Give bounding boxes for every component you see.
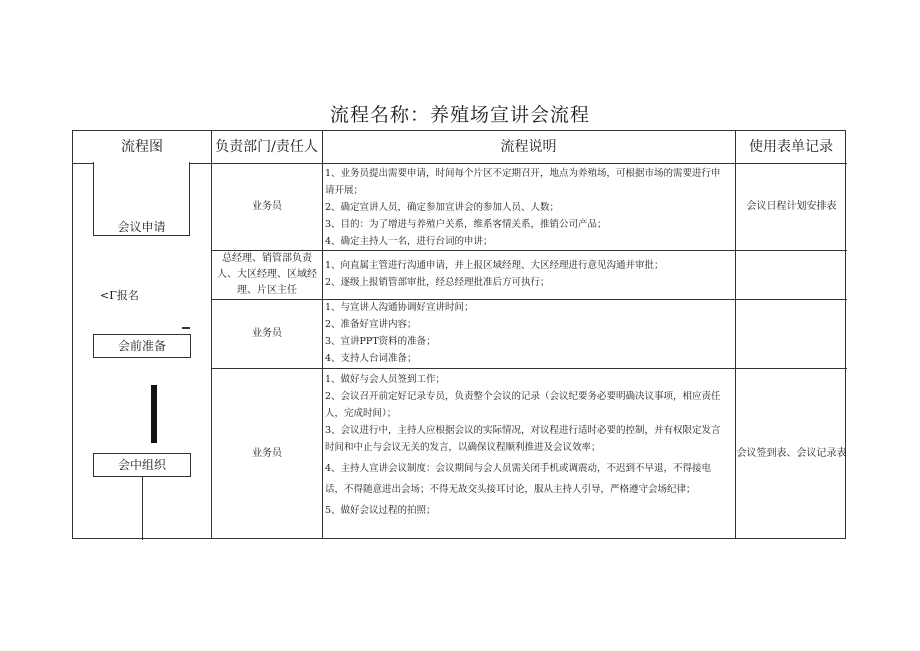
flow-step-report: <Γ报名 bbox=[100, 289, 139, 302]
header-dept: 负责部门/责任人 bbox=[215, 139, 318, 155]
desc-line: 1、与宣讲人沟通协调好宣讲时间； bbox=[325, 302, 474, 313]
flow-tick bbox=[182, 327, 190, 329]
row3-desc bbox=[325, 299, 733, 367]
process-table bbox=[72, 130, 846, 539]
row4-dept: 业务员 bbox=[252, 448, 282, 459]
flow-step-apply bbox=[93, 162, 190, 236]
desc-line: 1、业务员提出需要申请，时间每个片区不定期召开，地点为养殖场，可根据市场的需要进行申 bbox=[325, 168, 721, 179]
flow-step-organize: 会中组织 bbox=[93, 453, 191, 477]
desc-line: 3、会议进行中，主持人应根据会议的实际情况，对议程进行适时必要的控制，并有权限定发言 bbox=[325, 425, 721, 436]
desc-line: 2、逐级上报销管部审批，经总经理批准后方可执行； bbox=[325, 277, 550, 288]
desc-line: 1、做好与会人员签到工作； bbox=[325, 374, 446, 385]
row4-desc bbox=[325, 371, 733, 519]
desc-line: 时间和中止与会议无关的发言，以确保议程顺利推进及会议效率； bbox=[325, 442, 601, 453]
flow-step-apply-label: 会议申请 bbox=[117, 220, 166, 234]
desc-line: 2、确定宣讲人员，确定参加宣讲会的参加人员、人数； bbox=[325, 202, 560, 213]
desc-line: 4、确定主持人一名，进行台词的申讲； bbox=[325, 236, 493, 247]
flow-step-prepare: 会前准备 bbox=[93, 334, 191, 358]
flow-connector-bar bbox=[151, 385, 157, 443]
flow-connector bbox=[142, 477, 143, 540]
row1-form: 会议日程计划安排表 bbox=[746, 201, 837, 212]
row2-dept: 总经理、销管部负责人、大区经理、区域经理、片区主任 bbox=[217, 253, 317, 296]
desc-line: 3、宣讲PPT资料的准备； bbox=[325, 336, 436, 347]
row4-form: 会议签到表、会议记录表 bbox=[736, 448, 847, 459]
row3-dept: 业务员 bbox=[252, 328, 282, 339]
desc-line: 4、主持人宣讲会议制度：会议期间与会人员需关闭手机或调震动，不迟到不早退，不得接电 bbox=[325, 463, 712, 474]
document-title: 流程名称：养殖场宣讲会流程 bbox=[329, 104, 590, 126]
row1-dept: 业务员 bbox=[252, 201, 282, 212]
desc-line: 4、支持人台词准备； bbox=[325, 353, 417, 364]
desc-line: 3、目的：为了增进与养殖户关系，维系客情关系，推销公司产品； bbox=[325, 219, 607, 230]
column-divider bbox=[322, 131, 323, 538]
header-flow: 流程图 bbox=[121, 139, 163, 155]
desc-line: 5、做好会议过程的拍照； bbox=[325, 505, 436, 516]
desc-line: 请开展； bbox=[325, 185, 364, 196]
desc-line: 2、会议召开前定好记录专员，负责整个会议的记录（会议纪要务必要明确决议事项，相应责任 bbox=[325, 391, 721, 402]
desc-line: 人，完成时间）； bbox=[325, 408, 397, 419]
row1-desc bbox=[325, 165, 733, 250]
desc-line: 2、准备好宣讲内容； bbox=[325, 319, 417, 330]
desc-line: 1、向直属主管进行沟通申请，并上报区域经理、大区经理进行意见沟通并审批； bbox=[325, 260, 664, 271]
desc-line: 话，不得随意进出会场；不得无故交头接耳讨论，服从主持人引导，严格遵守会场纪律； bbox=[325, 484, 696, 495]
header-desc: 流程说明 bbox=[500, 139, 557, 155]
row2-desc bbox=[325, 257, 733, 291]
header-form: 使用表单记录 bbox=[749, 139, 833, 155]
